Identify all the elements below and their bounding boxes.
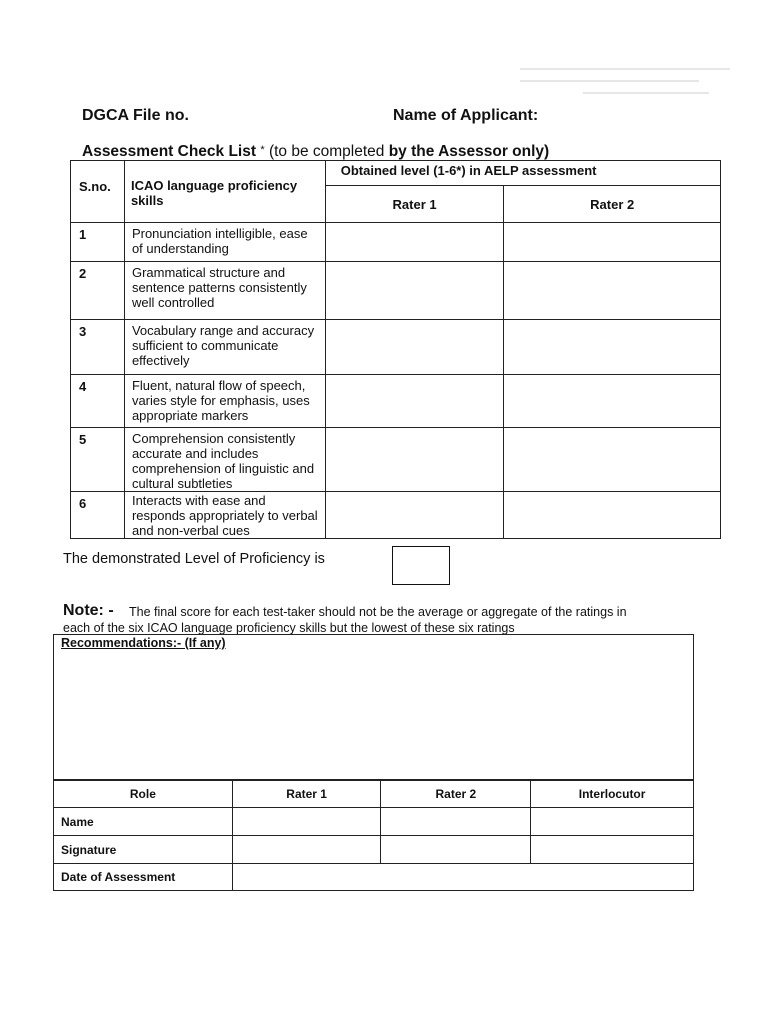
checklist-note-a: (to be completed: [268, 143, 389, 160]
row-skill: Comprehension consistently accurate and includes comprehension of linguistic and cultural subtleties: [124, 428, 325, 492]
rater1-cell[interactable]: [325, 492, 504, 539]
rater2-cell[interactable]: [504, 223, 721, 262]
col-sno-header: S.no.: [71, 161, 125, 223]
table-row: [71, 320, 721, 375]
note-text-line1: The final score for each test-taker should not be the average or aggregate of the ratings in: [129, 605, 627, 619]
rater2-name-cell[interactable]: [381, 808, 531, 836]
row-skill: Interacts with ease and responds appropriately to verbal and non-verbal cues: [124, 492, 325, 539]
assessment-checklist-table: [70, 160, 721, 539]
checklist-asterisk: *: [260, 144, 265, 156]
rater2-cell[interactable]: [504, 320, 721, 375]
header-role: Role: [54, 780, 233, 808]
checklist-heading: [82, 143, 549, 161]
header-interlocutor: Interlocutor: [531, 780, 694, 808]
col-rater2-header: Rater 2: [504, 186, 721, 223]
row-number: 6: [71, 492, 125, 539]
table-row: [71, 428, 721, 492]
row-skill: Vocabulary range and accuracy sufficient to communicate effectively: [124, 320, 325, 375]
rater1-cell[interactable]: [325, 262, 504, 320]
col-skills-header: ICAO language proficiency skills: [124, 161, 325, 223]
row-label-date: Date of Assessment: [54, 864, 233, 891]
proficiency-level-box[interactable]: [392, 546, 450, 585]
faded-stamp: [520, 58, 730, 102]
note-label: Note: -: [63, 602, 114, 619]
recommendations-box[interactable]: [53, 634, 694, 781]
proficiency-label: The demonstrated Level of Proficiency is: [63, 551, 325, 567]
note-text-line2: each of the six ICAO language proficiency skills but the lowest of these six ratings: [63, 621, 515, 635]
col-obtained-header: Obtained level (1-6*) in AELP assessment: [325, 161, 720, 186]
rater1-cell[interactable]: [325, 375, 504, 428]
rater1-cell[interactable]: [325, 428, 504, 492]
row-number: 5: [71, 428, 125, 492]
rater2-cell[interactable]: [504, 262, 721, 320]
row-skill: Grammatical structure and sentence patterns consistently well controlled: [124, 262, 325, 320]
checklist-title: Assessment Check List: [82, 143, 257, 160]
table-row: [71, 262, 721, 320]
row-number: 4: [71, 375, 125, 428]
row-label-name: Name: [54, 808, 233, 836]
header-rater2: Rater 2: [381, 780, 531, 808]
row-number: 3: [71, 320, 125, 375]
rater1-name-cell[interactable]: [232, 808, 381, 836]
table-row: [71, 223, 721, 262]
date-of-assessment-cell[interactable]: [232, 864, 693, 891]
checklist-note-b: by the Assessor only): [388, 143, 550, 160]
applicant-name-label: Name of Applicant:: [393, 107, 539, 124]
rater1-cell[interactable]: [325, 320, 504, 375]
table-row: [54, 836, 694, 864]
rater1-cell[interactable]: [325, 223, 504, 262]
table-row: [71, 492, 721, 539]
row-number: 2: [71, 262, 125, 320]
interlocutor-signature-cell[interactable]: [531, 836, 694, 864]
row-label-signature: Signature: [54, 836, 233, 864]
table-row: [71, 375, 721, 428]
table-row: [54, 864, 694, 891]
interlocutor-name-cell[interactable]: [531, 808, 694, 836]
row-number: 1: [71, 223, 125, 262]
rater2-signature-cell[interactable]: [381, 836, 531, 864]
rater2-cell[interactable]: [504, 492, 721, 539]
header-rater1: Rater 1: [232, 780, 381, 808]
row-skill: Fluent, natural flow of speech, varies style for emphasis, uses appropriate markers: [124, 375, 325, 428]
signatures-table: [53, 779, 694, 891]
rater1-signature-cell[interactable]: [232, 836, 381, 864]
dgca-file-label: DGCA File no.: [82, 107, 189, 124]
col-rater1-header: Rater 1: [325, 186, 504, 223]
rater2-cell[interactable]: [504, 428, 721, 492]
table-row: [54, 808, 694, 836]
row-skill: Pronunciation intelligible, ease of understanding: [124, 223, 325, 262]
recommendations-label: Recommendations:- (If any): [61, 636, 226, 650]
rater2-cell[interactable]: [504, 375, 721, 428]
